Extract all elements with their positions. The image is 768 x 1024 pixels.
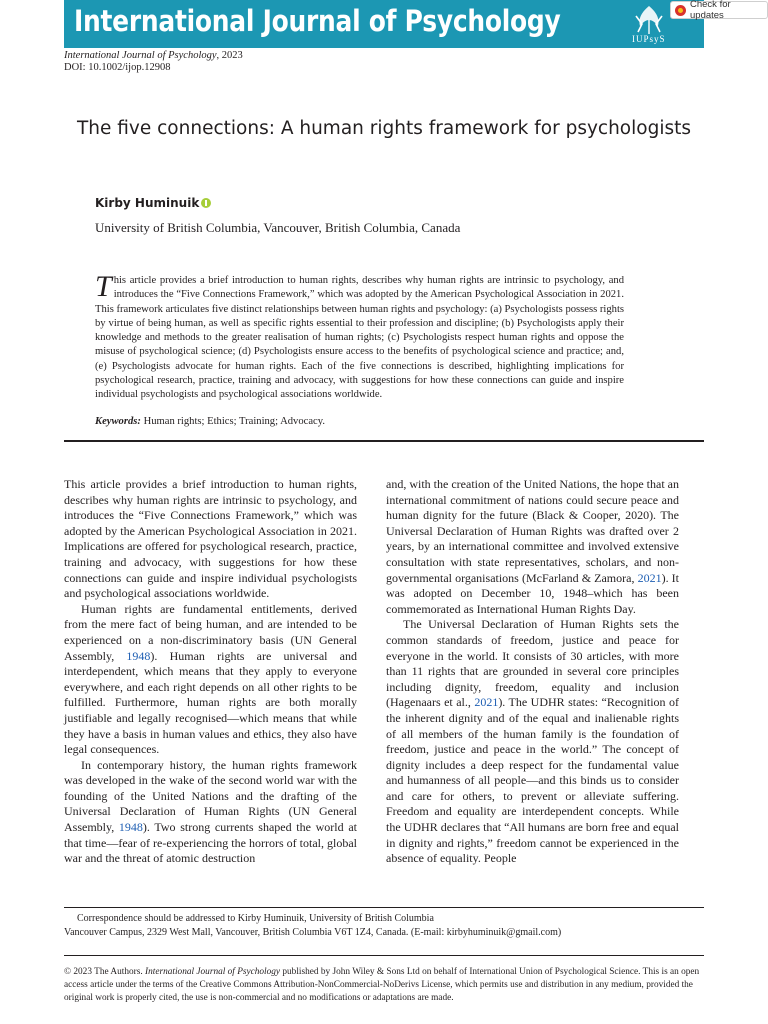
keywords-label: Keywords:: [95, 416, 141, 427]
license-note: © 2023 The Authors. International Journal of Psychology published by John Wiley & Sons Ltd on behalf of International Union of Psychological Science. This is an open access article under the terms of the Creative Commons Attribution-NonCommercial-NoDerivs License, which permits use and distribution in any medium, provided the original work is properly cited, the use is non-commercial and no modifications or adaptations are made.: [64, 967, 700, 1003]
check-for-updates-button[interactable]: [670, 1, 768, 19]
citation-link[interactable]: 1948: [126, 648, 151, 663]
citation-link[interactable]: 2021: [474, 695, 499, 710]
doi[interactable]: DOI: 10.1002/ijop.12908: [64, 62, 171, 73]
body-paragraph: and, with the creation of the United Nations, the hope that an international commitment of nations could secure peace and human dignity for the future (Black & Cooper, 2020). The Universal Declaration of Human Rights was drafted over 2 years, by an international committee and involved extensive consultation with state representatives, scholars, and non-governmental organisations (McFarland & Zamora, 2021). It was adopted on December 10, 1948–which has been commemorated as International Human Rights Day.: [386, 477, 680, 616]
body-paragraph: In contemporary history, the human rights framework was developed in the wake of the second world war with the founding of the United Nations and the drafting of the Universal Declaration of Human Rights (UN General Assembly, 1948). Two strong currents shaped the world at that time—fear of re-experiencing the horrors of total, global war and the threat of atomic destruction: [64, 757, 357, 866]
keywords-list: Human rights; Ethics; Training; Advocacy.: [143, 416, 326, 427]
crossmark-icon: [675, 5, 686, 16]
citation-link[interactable]: 2021: [637, 570, 662, 585]
check-for-updates-label: Check for updates: [690, 0, 731, 21]
abstract-text: his article provides a brief introduction to human rights, describes why human rights are intrinsic to psychology, and introduces the “Five Connections Framework,” which was adopted by the American Psychological Association in 2021. This framework articulates five distinct relationships between human rights and psychology: (a) Psychologists possess rights by virtue of being human, as well as specific rights essential to their profession and discipline; (b) Psychologists apply their knowledge and methods to the greater realisation of human rights; (c) Psychologists respect human rights and oppose the misuse of psychological science; (d) Psychologists ensure access to the benefits of psychological science and practice; and, (e) Psychologists advocate for human rights. Each of the five connections is described, highlighting implications for psychological research, practice, training and advocacy, with suggestions for how these connections can guide and inspire individual psychologists and psychological associations worldwide.: [95, 275, 625, 401]
keywords: [95, 416, 325, 427]
citation-year: , 2023: [216, 50, 243, 61]
abstract: [95, 270, 625, 403]
license-journal-name: International Journal of Psychology: [145, 967, 281, 977]
body-column-left: [64, 477, 357, 867]
orcid-icon[interactable]: [201, 198, 211, 208]
body-paragraph: The Universal Declaration of Human Rights sets the common standards of freedom, justice and peace for everyone in the world. It consists of 30 articles, with more than 11 rights that are grounded in several core principles including dignity, freedom, equality and inclusion (Hagenaars et al., 2021). The UDHR states: “Recognition of the inherent dignity and of the equal and inalienable rights of all members of the human family is the foundation of freedom, justice and peace in the world.” The concept of dignity includes a deep respect for the fundamental value and humanness of all people—and this binds us to consider and care for others, to prevent or alleviate suffering. Freedom and equality are interdependent concepts. While the UDHR declares that “All humans are born free and equal in dignity and rights,” freedom cannot be experienced in the absence of equality. People: [386, 617, 679, 866]
iupsys-logo-text: IUPsyS: [632, 34, 666, 44]
citation-journal: International Journal of Psychology: [64, 50, 217, 61]
journal-banner-title: International Journal of Psychology: [74, 4, 561, 38]
body-paragraph: This article provides a brief introduction to human rights, describes why human rights are intrinsic to psychology, and introduces the “Five Connections Framework,” which was adopted by the American Psychological Association in 2021. Implications are offered for psychological research, practice, training and advocacy, with suggestions for how these connections can guide and inspire individual psychologists and psychological associations worldwide.: [64, 477, 357, 601]
author-name[interactable]: Kirby Huminuik: [95, 196, 200, 210]
citation-link[interactable]: 1948: [118, 820, 143, 835]
body-paragraph: Human rights are fundamental entitlements, derived from the mere fact of being human, and are intended to be experienced on a non-discriminatory basis (UN General Assembly, 1948). Human rights are universal and interdependent, which means that they apply to everyone everywhere, and each right depends on all other rights to be fulfilled. Furthermore, human rights are both morally justifiable and legally recognised—which means that while they have a basis in human values and ethics, they also have legal consequences.: [64, 601, 357, 757]
citation-line: [64, 50, 243, 62]
author-affiliation: University of British Columbia, Vancouver, British Columbia, Canada: [95, 220, 461, 235]
correspondence-line: Vancouver Campus, 2329 West Mall, Vancouver, British Columbia V6T 1Z4, Canada. (E-mail: kirbyhuminuik@gmail.com): [64, 926, 562, 938]
body-column-right: [386, 477, 679, 867]
footnote-divider: [64, 907, 704, 908]
journal-banner: [64, 0, 704, 48]
author-line: [95, 196, 211, 210]
abstract-dropcap: T: [95, 270, 112, 303]
correspondence-line: Correspondence should be addressed to Kirby Huminuik, University of British Columbia: [77, 913, 434, 924]
article-title: The five connections: A human rights framework for psychologists: [76, 118, 691, 139]
abstract-divider: [64, 440, 704, 442]
correspondence-note: [64, 912, 704, 940]
license-divider: [64, 955, 704, 956]
